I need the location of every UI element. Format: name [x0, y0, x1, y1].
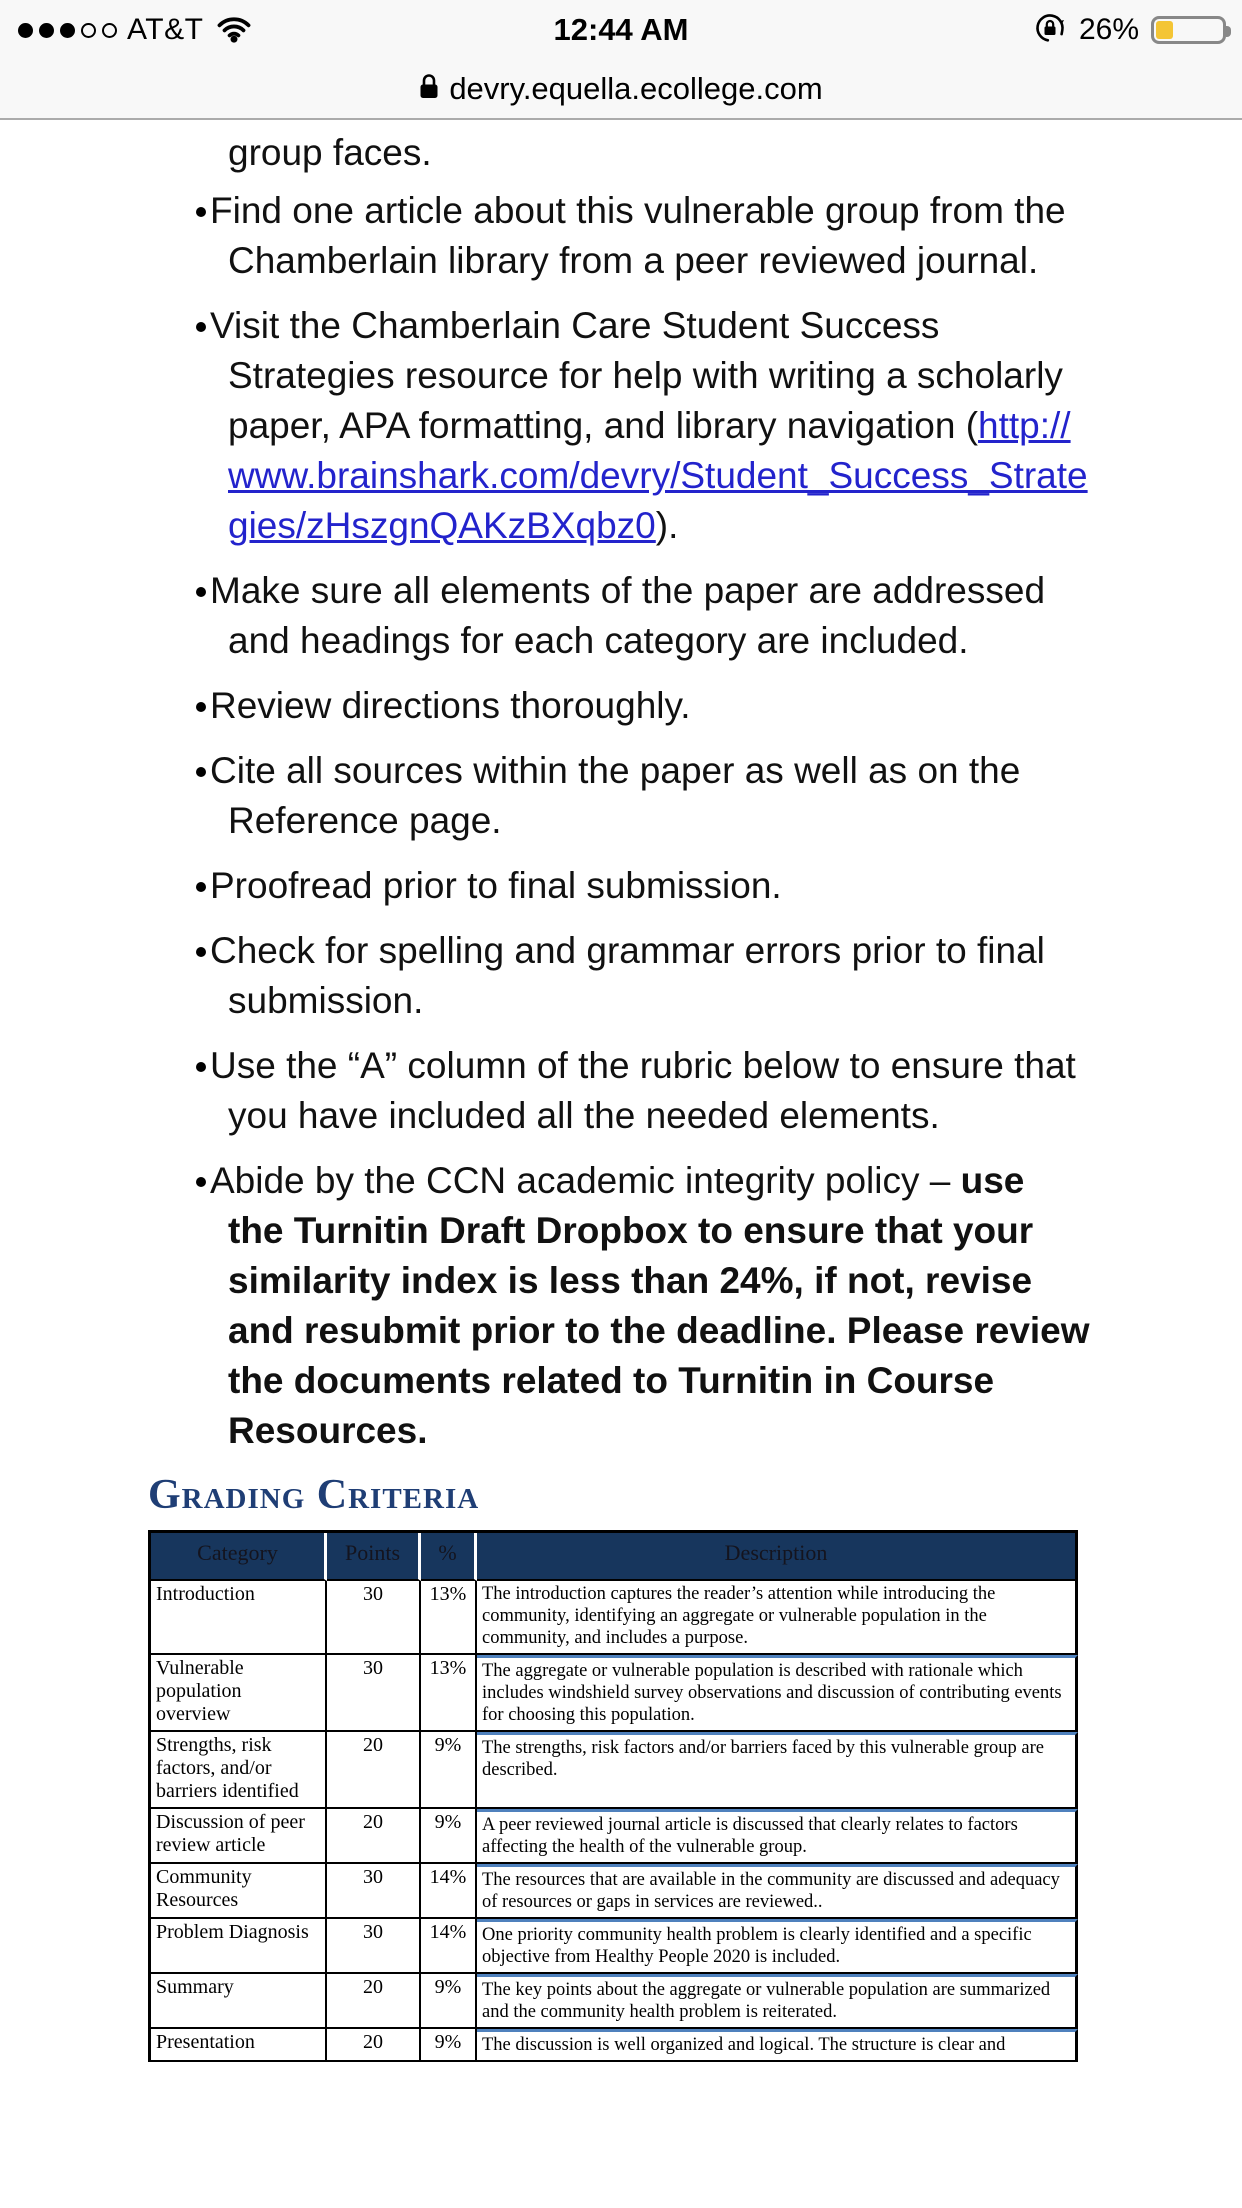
status-bar-right: [1033, 0, 1226, 60]
cell-category: Strengths, risk factors, and/or barriers identified: [151, 1732, 327, 1809]
bullet-item: [194, 681, 1090, 731]
table-row: [151, 1974, 1078, 2029]
bullet-text: Cite all sources within the paper as well as on the Reference page.: [210, 750, 1021, 841]
cell-category: Introduction: [151, 1581, 327, 1655]
status-bar: [0, 0, 1242, 60]
cell-points: 30: [327, 1581, 421, 1655]
cell-percent: 9%: [421, 2029, 477, 2062]
bullet-text: Make sure all elements of the paper are addressed and headings for each category are included.: [210, 570, 1046, 661]
table-row: [151, 1864, 1078, 1919]
cell-description: The resources that are available in the community are discussed and adequacy of resources or gaps in services are reviewed..: [477, 1864, 1078, 1919]
column-header-category: Category: [151, 1533, 327, 1581]
bullet-text: Visit the Chamberlain Care Student Success Strategies resource for help with writing a scholarly paper, APA formatting, and library navigation (: [210, 305, 1063, 446]
bullet-text: Review directions thoroughly.: [210, 685, 691, 726]
battery-percent-label: 26%: [1078, 13, 1139, 46]
cell-points: 30: [327, 1919, 421, 1974]
table-row: [151, 1919, 1078, 1974]
grading-criteria-heading: Grading Criteria: [148, 1472, 480, 1518]
url-bar[interactable]: [0, 60, 1242, 118]
cell-percent: 13%: [421, 1581, 477, 1655]
cell-category: Presentation: [151, 2029, 327, 2062]
bullet-text: Find one article about this vulnerable group from the Chamberlain library from a peer reviewed journal.: [210, 190, 1066, 281]
grading-section: [148, 1472, 1090, 2062]
cell-description: The aggregate or vulnerable population is described with rationale which includes windshield survey observations and discussion of contributing events for choosing this population.: [477, 1655, 1078, 1732]
table-row: [151, 1809, 1078, 1864]
bullet-text: Proofread prior to final submission.: [210, 865, 782, 906]
cell-percent: 14%: [421, 1864, 477, 1919]
battery-icon: [1151, 16, 1226, 44]
bullet-item: [194, 746, 1090, 846]
cell-points: 20: [327, 1974, 421, 2029]
bullet-item: [194, 1041, 1090, 1141]
cell-description: The key points about the aggregate or vulnerable population are summarized and the community health problem is reiterated.: [477, 1974, 1078, 2029]
cell-description: The discussion is well organized and logical. The structure is clear and: [477, 2029, 1078, 2062]
cell-points: 30: [327, 1655, 421, 1732]
bullet-item: [194, 301, 1090, 551]
bullet-text: Use the “A” column of the rubric below to ensure that you have included all the needed elements.: [210, 1045, 1076, 1136]
cell-category: Community Resources: [151, 1864, 327, 1919]
table-row: [151, 1732, 1078, 1809]
column-header-: %: [421, 1533, 477, 1581]
bullet-item: [194, 1156, 1090, 1456]
bullet-text: Abide by the CCN academic integrity policy –: [210, 1160, 961, 1201]
table-header-row: [151, 1533, 1078, 1581]
cell-points: 20: [327, 1732, 421, 1809]
cell-category: Problem Diagnosis: [151, 1919, 327, 1974]
cell-description: The strengths, risk factors and/or barriers faced by this vulnerable group are described.: [477, 1732, 1078, 1809]
bullet-item: [194, 926, 1090, 1026]
cell-percent: 14%: [421, 1919, 477, 1974]
column-header-points: Points: [327, 1533, 421, 1581]
rubric-table: [148, 1530, 1078, 2062]
url-domain-label: devry.equella.ecollege.com: [449, 71, 823, 106]
cell-points: 30: [327, 1864, 421, 1919]
cell-percent: 9%: [421, 1732, 477, 1809]
clock-label: 12:44 AM: [553, 12, 689, 47]
cell-category: Discussion of peer review article: [151, 1809, 327, 1864]
cell-percent: 13%: [421, 1655, 477, 1732]
safari-top-chrome: [0, 0, 1242, 120]
cell-description: The introduction captures the reader’s attention while introducing the community, identifying an aggregate or vulnerable population in the community, and includes a purpose.: [477, 1581, 1078, 1655]
bullet-text: Check for spelling and grammar errors prior to final submission.: [210, 930, 1045, 1021]
cell-percent: 9%: [421, 1974, 477, 2029]
brainshark-link[interactable]: http://www.brainshark.com/devry/Student_Success_Strategies/zHszgnQAKzBXqbz0: [228, 405, 1088, 546]
bullet-list: [194, 186, 1090, 1456]
cell-percent: 9%: [421, 1809, 477, 1864]
bullet-text: ).: [655, 505, 679, 546]
cell-category: Summary: [151, 1974, 327, 2029]
bullet-item: [194, 186, 1090, 286]
bullet-text: use the Turnitin Draft Dropbox to ensure that your similarity index is less than 24%, if not, revise and resubmit prior to the deadline. Please review the documents related to Turnitin in Course Resources.: [228, 1160, 1090, 1451]
web-page-content: [0, 122, 1242, 2062]
cell-description: One priority community health problem is clearly identified and a specific objective from Healthy People 2020 is included.: [477, 1919, 1078, 1974]
carrier-label: AT&T: [127, 13, 204, 46]
table-row: [151, 1655, 1078, 1732]
bullet-item: [194, 566, 1090, 666]
partial-top-line: group faces.: [228, 132, 432, 173]
cell-description: A peer reviewed journal article is discussed that clearly relates to factors affecting the health of the vulnerable group.: [477, 1809, 1078, 1864]
bullet-item: [194, 861, 1090, 911]
rotation-lock-icon: [1033, 11, 1067, 50]
table-row: [151, 1581, 1078, 1655]
table-body: [151, 1581, 1078, 2062]
battery-fill: [1156, 21, 1173, 39]
cell-points: 20: [327, 1809, 421, 1864]
cell-points: 20: [327, 2029, 421, 2062]
table-row: [151, 2029, 1078, 2062]
column-header-description: Description: [477, 1533, 1078, 1581]
cell-category: Vulnerable population overview: [151, 1655, 327, 1732]
lock-icon: [419, 73, 439, 105]
